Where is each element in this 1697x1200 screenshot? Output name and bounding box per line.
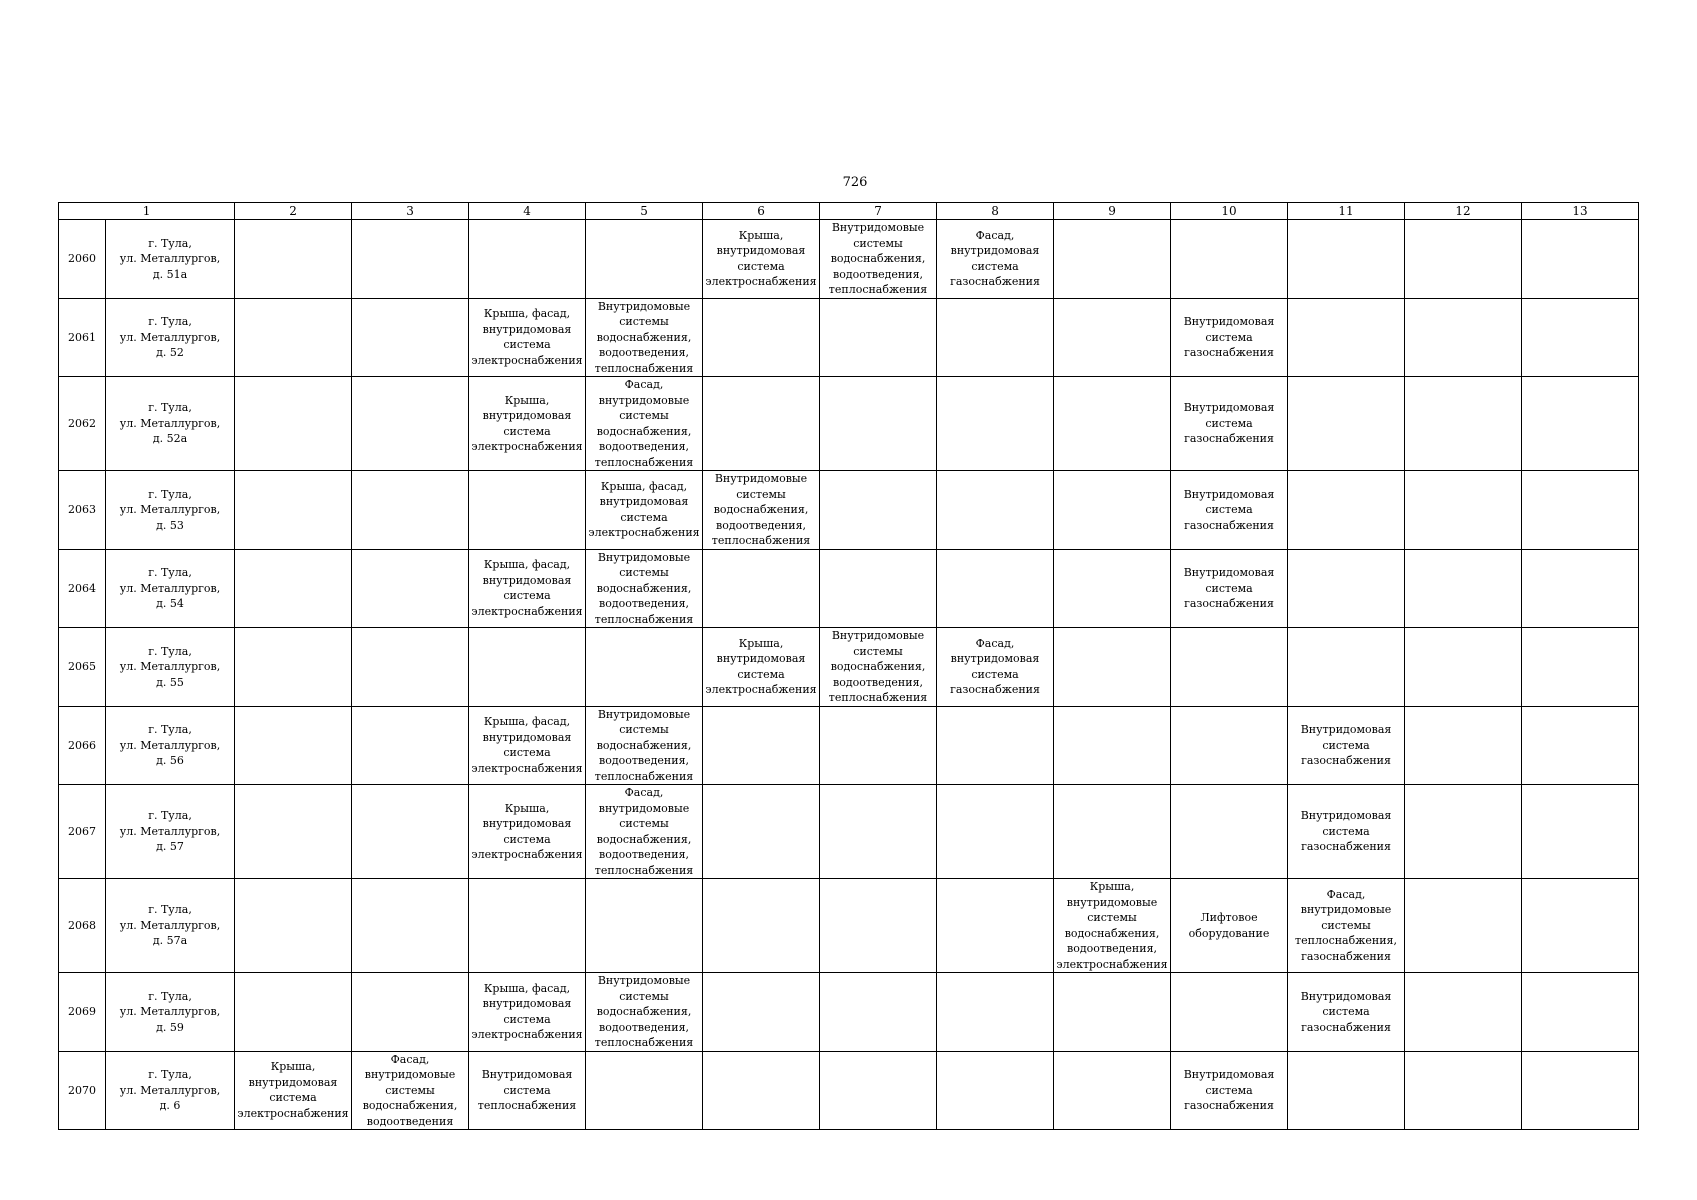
work-cell-6: Крыша, внутридомовая система электроснабжения [703, 220, 820, 299]
work-cell-2 [235, 471, 352, 550]
row-number-cell: 2064 [59, 549, 106, 628]
work-cell-6 [703, 1051, 820, 1130]
work-cell-10 [1171, 706, 1288, 785]
work-cell-4 [469, 628, 586, 707]
table-row [59, 879, 1639, 973]
work-cell-2 [235, 973, 352, 1052]
work-cell-12 [1405, 471, 1522, 550]
work-cell-10: Лифтовое оборудование [1171, 879, 1288, 973]
table-row [59, 706, 1639, 785]
address-cell: г. Тула, ул. Металлургов, д. 54 [106, 549, 235, 628]
work-cell-13 [1522, 706, 1639, 785]
work-cell-9 [1054, 1051, 1171, 1130]
header-col-9: 9 [1054, 203, 1171, 220]
work-cell-8 [937, 785, 1054, 879]
work-cell-3 [352, 973, 469, 1052]
work-cell-12 [1405, 973, 1522, 1052]
work-cell-7 [820, 973, 937, 1052]
address-cell: г. Тула, ул. Металлургов, д. 6 [106, 1051, 235, 1130]
work-cell-2 [235, 298, 352, 377]
work-cell-4: Крыша, фасад, внутридомовая система электроснабжения [469, 973, 586, 1052]
work-cell-12 [1405, 220, 1522, 299]
work-cell-13 [1522, 1051, 1639, 1130]
work-cell-7 [820, 879, 937, 973]
work-cell-5: Внутридомовые системы водоснабжения, водоотведения, теплоснабжения [586, 549, 703, 628]
table-row [59, 471, 1639, 550]
work-cell-5: Внутридомовые системы водоснабжения, водоотведения, теплоснабжения [586, 973, 703, 1052]
work-cell-8 [937, 706, 1054, 785]
work-cell-6: Внутридомовые системы водоснабжения, водоотведения, теплоснабжения [703, 471, 820, 550]
work-cell-12 [1405, 879, 1522, 973]
header-col-4: 4 [469, 203, 586, 220]
header-col-7: 7 [820, 203, 937, 220]
work-cell-9 [1054, 549, 1171, 628]
work-cell-13 [1522, 471, 1639, 550]
table-row [59, 549, 1639, 628]
work-cell-10: Внутридомовая система газоснабжения [1171, 298, 1288, 377]
work-cell-8 [937, 973, 1054, 1052]
work-cell-3 [352, 706, 469, 785]
work-cell-6 [703, 377, 820, 471]
address-cell: г. Тула, ул. Металлургов, д. 51а [106, 220, 235, 299]
header-col-13: 13 [1522, 203, 1639, 220]
work-cell-3 [352, 471, 469, 550]
work-cell-12 [1405, 549, 1522, 628]
work-cell-2 [235, 628, 352, 707]
header-col-2: 2 [235, 203, 352, 220]
header-col-5: 5 [586, 203, 703, 220]
header-col-12: 12 [1405, 203, 1522, 220]
work-cell-11 [1288, 220, 1405, 299]
work-cell-7 [820, 549, 937, 628]
work-cell-2 [235, 549, 352, 628]
work-cell-7 [820, 471, 937, 550]
work-cell-4 [469, 879, 586, 973]
row-number-cell: 2061 [59, 298, 106, 377]
header-row [59, 203, 1639, 220]
work-cell-5: Внутридомовые системы водоснабжения, водоотведения, теплоснабжения [586, 298, 703, 377]
header-col-6: 6 [703, 203, 820, 220]
row-number-cell: 2070 [59, 1051, 106, 1130]
work-cell-4: Крыша, фасад, внутридомовая система электроснабжения [469, 549, 586, 628]
work-cell-4 [469, 220, 586, 299]
work-cell-5: Фасад, внутридомовые системы водоснабжения, водоотведения, теплоснабжения [586, 377, 703, 471]
page-number: 726 [842, 175, 868, 190]
work-cell-6 [703, 706, 820, 785]
row-number-cell: 2062 [59, 377, 106, 471]
table-row [59, 1051, 1639, 1130]
work-cell-8 [937, 471, 1054, 550]
work-cell-10 [1171, 628, 1288, 707]
work-cell-5 [586, 220, 703, 299]
table-row [59, 973, 1639, 1052]
header-col-11: 11 [1288, 203, 1405, 220]
work-cell-11 [1288, 298, 1405, 377]
work-cell-11: Внутридомовая система газоснабжения [1288, 785, 1405, 879]
work-cell-7 [820, 706, 937, 785]
work-cell-12 [1405, 628, 1522, 707]
work-cell-7 [820, 785, 937, 879]
work-cell-3 [352, 549, 469, 628]
row-number-cell: 2065 [59, 628, 106, 707]
work-cell-4: Внутридомовая система теплоснабжения [469, 1051, 586, 1130]
work-cell-4 [469, 471, 586, 550]
work-cell-7 [820, 298, 937, 377]
work-cell-11 [1288, 549, 1405, 628]
work-cell-13 [1522, 973, 1639, 1052]
work-cell-5 [586, 1051, 703, 1130]
work-cell-13 [1522, 628, 1639, 707]
work-cell-12 [1405, 706, 1522, 785]
row-number-cell: 2066 [59, 706, 106, 785]
work-cell-7: Внутридомовые системы водоснабжения, водоотведения, теплоснабжения [820, 220, 937, 299]
row-number-cell: 2060 [59, 220, 106, 299]
header-col-1: 1 [59, 203, 235, 220]
work-cell-11 [1288, 471, 1405, 550]
work-cell-11: Фасад, внутридомовые системы теплоснабжения, газоснабжения [1288, 879, 1405, 973]
work-cell-8: Фасад, внутридомовая система газоснабжения [937, 220, 1054, 299]
work-cell-11 [1288, 628, 1405, 707]
row-number-cell: 2063 [59, 471, 106, 550]
work-cell-9: Крыша, внутридомовые системы водоснабжения, водоотведения, электроснабжения [1054, 879, 1171, 973]
work-cell-10: Внутридомовая система газоснабжения [1171, 549, 1288, 628]
work-cell-10: Внутридомовая система газоснабжения [1171, 471, 1288, 550]
work-cell-10 [1171, 973, 1288, 1052]
work-cell-2 [235, 706, 352, 785]
address-cell: г. Тула, ул. Металлургов, д. 53 [106, 471, 235, 550]
work-cell-8: Фасад, внутридомовая система газоснабжения [937, 628, 1054, 707]
table-row [59, 298, 1639, 377]
repair-schedule-table [58, 202, 1639, 1130]
work-cell-5: Фасад, внутридомовые системы водоснабжения, водоотведения, теплоснабжения [586, 785, 703, 879]
header-col-8: 8 [937, 203, 1054, 220]
work-cell-6 [703, 549, 820, 628]
address-cell: г. Тула, ул. Металлургов, д. 52а [106, 377, 235, 471]
work-cell-5: Крыша, фасад, внутридомовая система электроснабжения [586, 471, 703, 550]
address-cell: г. Тула, ул. Металлургов, д. 56 [106, 706, 235, 785]
work-cell-6 [703, 785, 820, 879]
work-cell-6: Крыша, внутридомовая система электроснабжения [703, 628, 820, 707]
table-row [59, 785, 1639, 879]
address-cell: г. Тула, ул. Металлургов, д. 55 [106, 628, 235, 707]
work-cell-3 [352, 879, 469, 973]
work-cell-5 [586, 879, 703, 973]
work-cell-11 [1288, 377, 1405, 471]
work-cell-5: Внутридомовые системы водоснабжения, водоотведения, теплоснабжения [586, 706, 703, 785]
work-cell-11: Внутридомовая система газоснабжения [1288, 973, 1405, 1052]
work-cell-4: Крыша, внутридомовая система электроснабжения [469, 785, 586, 879]
header-col-3: 3 [352, 203, 469, 220]
row-number-cell: 2067 [59, 785, 106, 879]
work-cell-12 [1405, 298, 1522, 377]
work-cell-3 [352, 220, 469, 299]
work-cell-10: Внутридомовая система газоснабжения [1171, 1051, 1288, 1130]
work-cell-6 [703, 879, 820, 973]
work-cell-10 [1171, 220, 1288, 299]
work-cell-9 [1054, 628, 1171, 707]
work-cell-13 [1522, 220, 1639, 299]
address-cell: г. Тула, ул. Металлургов, д. 59 [106, 973, 235, 1052]
work-cell-4: Крыша, внутридомовая система электроснабжения [469, 377, 586, 471]
work-cell-9 [1054, 973, 1171, 1052]
work-cell-11: Внутридомовая система газоснабжения [1288, 706, 1405, 785]
work-cell-12 [1405, 1051, 1522, 1130]
work-cell-13 [1522, 298, 1639, 377]
row-number-cell: 2068 [59, 879, 106, 973]
work-cell-3 [352, 298, 469, 377]
table-row [59, 377, 1639, 471]
work-cell-9 [1054, 785, 1171, 879]
work-cell-6 [703, 298, 820, 377]
table-row [59, 628, 1639, 707]
work-cell-9 [1054, 706, 1171, 785]
work-cell-8 [937, 549, 1054, 628]
work-cell-9 [1054, 298, 1171, 377]
work-cell-2 [235, 377, 352, 471]
work-cell-13 [1522, 377, 1639, 471]
work-cell-2 [235, 785, 352, 879]
work-cell-8 [937, 298, 1054, 377]
work-cell-10: Внутридомовая система газоснабжения [1171, 377, 1288, 471]
work-cell-12 [1405, 785, 1522, 879]
work-cell-13 [1522, 549, 1639, 628]
address-cell: г. Тула, ул. Металлургов, д. 57а [106, 879, 235, 973]
work-cell-9 [1054, 220, 1171, 299]
work-cell-2: Крыша, внутридомовая система электроснабжения [235, 1051, 352, 1130]
work-cell-7 [820, 1051, 937, 1130]
work-cell-6 [703, 973, 820, 1052]
work-cell-9 [1054, 471, 1171, 550]
work-cell-2 [235, 879, 352, 973]
header-col-10: 10 [1171, 203, 1288, 220]
work-cell-2 [235, 220, 352, 299]
work-cell-8 [937, 377, 1054, 471]
work-cell-12 [1405, 377, 1522, 471]
work-cell-7: Внутридомовые системы водоснабжения, водоотведения, теплоснабжения [820, 628, 937, 707]
work-cell-3 [352, 628, 469, 707]
work-cell-4: Крыша, фасад, внутридомовая система электроснабжения [469, 706, 586, 785]
work-cell-13 [1522, 879, 1639, 973]
work-cell-4: Крыша, фасад, внутридомовая система электроснабжения [469, 298, 586, 377]
work-cell-9 [1054, 377, 1171, 471]
work-cell-3: Фасад, внутридомовые системы водоснабжения, водоотведения [352, 1051, 469, 1130]
address-cell: г. Тула, ул. Металлургов, д. 52 [106, 298, 235, 377]
work-cell-3 [352, 377, 469, 471]
row-number-cell: 2069 [59, 973, 106, 1052]
table-row [59, 220, 1639, 299]
address-cell: г. Тула, ул. Металлургов, д. 57 [106, 785, 235, 879]
work-cell-10 [1171, 785, 1288, 879]
work-cell-7 [820, 377, 937, 471]
work-cell-3 [352, 785, 469, 879]
work-cell-8 [937, 1051, 1054, 1130]
work-cell-5 [586, 628, 703, 707]
work-cell-8 [937, 879, 1054, 973]
work-cell-11 [1288, 1051, 1405, 1130]
work-cell-13 [1522, 785, 1639, 879]
